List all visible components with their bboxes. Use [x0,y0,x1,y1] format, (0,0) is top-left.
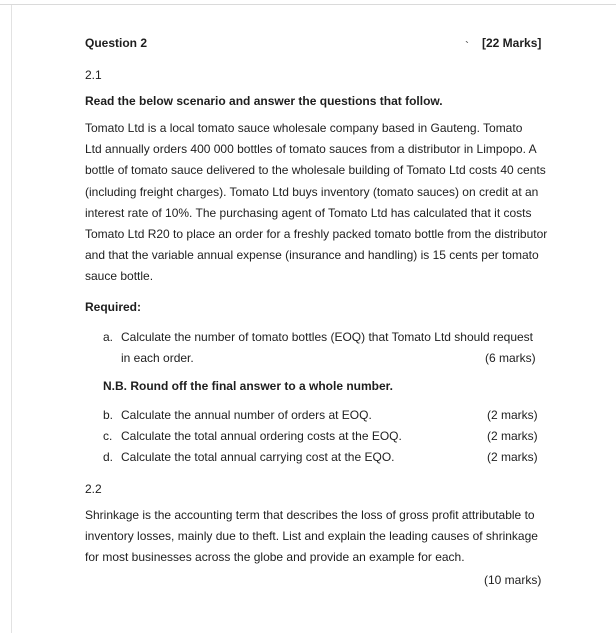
scenario-line: bottle of tomato sauce delivered to the wholesale building of Tomato Ltd costs 40 cents [85,163,546,178]
item-c-letter: c. [103,429,113,443]
item-d-marks: (2 marks) [487,450,538,464]
scenario-line: Tomato Ltd R20 to place an order for a freshly packed tomato bottle from the distributor [85,227,548,242]
item-c-text: Calculate the total annual ordering costs at the EOQ. [121,429,402,443]
scenario-line: Ltd annually orders 400 000 bottles of tomato sauces from a distributor in Limpopo. A [85,142,537,157]
section-number-2-1: 2.1 [85,68,102,82]
shrinkage-line: for most businesses across the globe and provide an example for each. [85,550,465,565]
shrinkage-paragraph [85,505,560,569]
question-title: Question 2 [85,36,148,50]
item-a-marks: (6 marks) [485,351,536,365]
scenario-line: sauce bottle. [85,269,154,284]
scenario-line: (including freight charges). Tomato Ltd buys inventory (tomato sauces) on credit at an [85,184,539,199]
scenario-line: interest rate of 10%. The purchasing agent of Tomato Ltd has calculated that it costs [85,205,532,220]
section-2-2-marks: (10 marks) [484,573,542,587]
item-d-letter: d. [103,450,114,464]
document-page [12,5,616,633]
shrinkage-line: inventory losses, mainly due to theft. List and explain the leading causes of shrinkage [85,529,538,544]
nb-note: N.B. Round off the final answer to a whole number. [103,379,394,393]
question-total-marks: [22 Marks] [482,36,542,50]
required-heading: Required: [85,300,142,314]
scenario-line: and that the variable annual expense (insurance and handling) is 15 cents per tomato [85,248,539,263]
item-d-text: Calculate the total annual carrying cost at the EQO. [121,450,395,464]
item-a-text-line2: in each order. [121,351,194,365]
item-a-text-line1: Calculate the number of tomato bottles (EOQ) that Tomato Ltd should request [121,330,534,344]
item-a-letter: a. [103,330,114,344]
scenario-instruction: Read the below scenario and answer the questions that follow. [85,94,443,108]
scenario-paragraph [85,118,560,288]
item-b-text: Calculate the annual number of orders at EOQ. [121,408,372,422]
scenario-line: Tomato Ltd is a local tomato sauce wholesale company based in Gauteng. Tomato [85,121,523,135]
stray-tick-mark: ` [465,39,469,53]
section-number-2-2: 2.2 [85,482,102,496]
shrinkage-line: Shrinkage is the accounting term that describes the loss of gross profit attributable to [85,508,535,522]
item-b-marks: (2 marks) [487,408,538,422]
item-b-letter: b. [103,408,114,422]
item-c-marks: (2 marks) [487,429,538,443]
